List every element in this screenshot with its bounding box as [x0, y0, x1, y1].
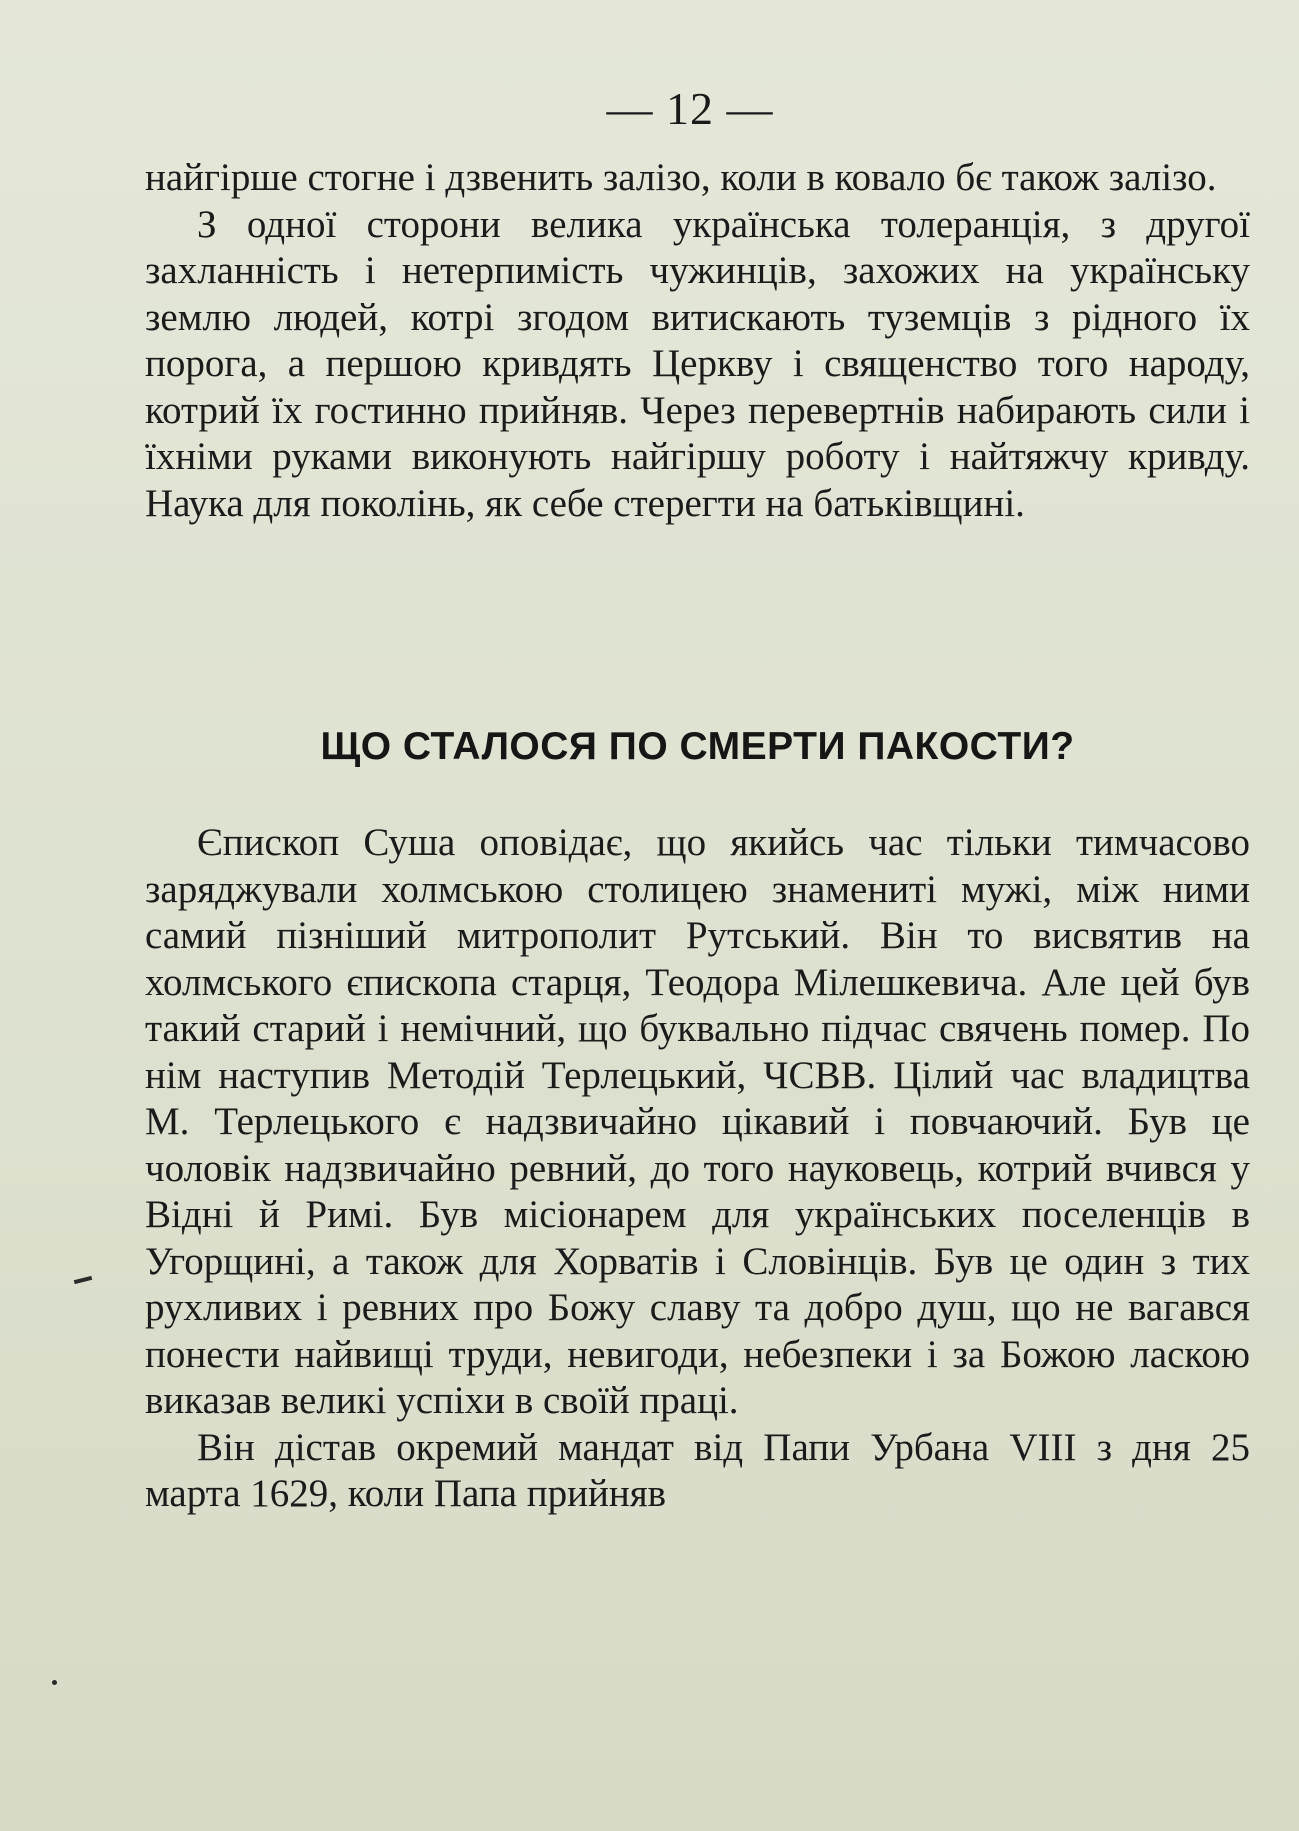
paragraph-tolerance: З одної сторони велика українська толеранція, з другої захланність і нетерпимість чужинців, захожих на українську землю людей, котрі згодом витискають туземців з рідного їх порога, а першою кривдять Церкву і священство того народу, котрий їх гостинно прийняв. Через перевертнів набирають сили і їхніми руками виконують найгіршу роботу і найтяжчу кривду. Наука для поколінь, як себе стерегти на батьківщині.	[145, 202, 1250, 525]
margin-pencil-mark	[74, 1276, 92, 1284]
margin-dot-mark	[52, 1680, 57, 1685]
section-text	[145, 820, 1250, 1518]
paragraph-susha: Єпископ Суша оповідає, що якийсь час тільки тимчасово заряджували холмською столицею знамениті мужі, між ними самий пізніший митрополит Рутський. Він то висвятив на холмського єпископа старця, Теодора Мілешкевича. Але цей був такий старий і немічний, що буквально підчас свячень помер. По нім наступив Методій Терлецький, ЧСВВ. Цілий час владицтва М. Терлецького є надзвичайно цікавий і повчаючий. Був це чоловік надзвичайно ревний, до того науковець, котрий вчився у Відні й Римі. Був місіонарем для українських поселенців в Угорщині, а також для Хорватів і Словінців. Був це один з тих рухливих і ревних про Божу славу та добро душ, що не вагався понести найвищі труди, невигоди, небезпеки і за Божою ласкою виказав великі успіхи в своїй праці.	[145, 821, 1250, 1422]
page-number: — 12 —	[606, 83, 774, 134]
section-heading: ЩО СТАЛОСЯ ПО СМЕРТИ ПАКОСТИ?	[320, 725, 1075, 768]
paragraph-mandate: Він дістав окремий мандат від Папи Урбана VIII з дня 25 марта 1629, коли Папа прийняв	[145, 1425, 1250, 1515]
continuation-text	[145, 155, 1250, 527]
paragraph-continuation: найгірше стогне і дзвенить залізо, коли в ковало бє також залізо.	[145, 156, 1217, 199]
